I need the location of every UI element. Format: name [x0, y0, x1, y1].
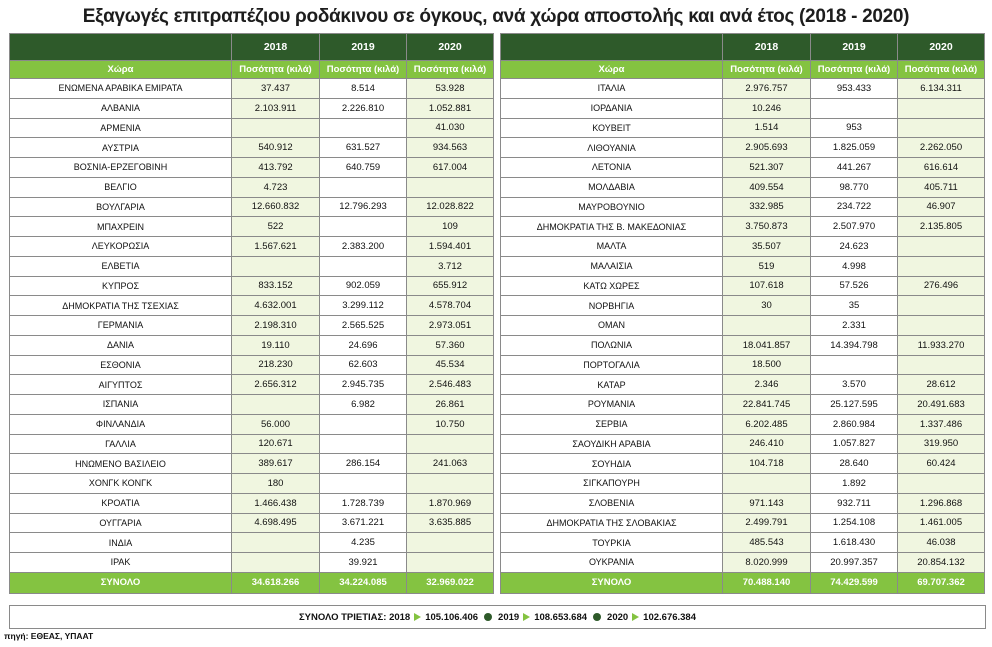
table-row: [501, 296, 985, 316]
country-cell: ΣΙΓΚΑΠΟΥΡΗ: [501, 474, 723, 494]
value-2018: 107.618: [723, 276, 811, 296]
summary-year-2020: 2020: [607, 611, 629, 623]
table-row: [501, 395, 985, 415]
country-cell: ΑΥΣΤΡΙΑ: [10, 138, 232, 158]
table-row: [10, 256, 494, 276]
value-2020: 12.028.822: [407, 197, 494, 217]
table-row: [501, 533, 985, 553]
table-row: [501, 493, 985, 513]
country-cell: ΙΤΑΛΙΑ: [501, 79, 723, 99]
value-2018: 8.020.999: [723, 553, 811, 573]
value-2020: 934.563: [407, 138, 494, 158]
year-2018: 2018: [723, 34, 811, 61]
table-row: [10, 434, 494, 454]
header-blank: [10, 34, 232, 61]
value-2019: 441.267: [811, 158, 898, 178]
table-row: [501, 98, 985, 118]
value-2018: 35.507: [723, 237, 811, 257]
value-2018: 4.723: [232, 177, 320, 197]
value-2020: [407, 177, 494, 197]
value-2019: 234.722: [811, 197, 898, 217]
total-2020: 69.707.362: [898, 572, 985, 593]
country-cell: ΒΟΥΛΓΑΡΙΑ: [10, 197, 232, 217]
country-cell: ΓΕΡΜΑΝΙΑ: [10, 316, 232, 336]
value-2019: 902.059: [320, 276, 407, 296]
value-2018: 3.750.873: [723, 217, 811, 237]
value-2018: [232, 553, 320, 573]
value-2019: [811, 98, 898, 118]
table-row: [10, 414, 494, 434]
value-2020: 6.134.311: [898, 79, 985, 99]
value-2018: 4.698.495: [232, 513, 320, 533]
value-2020: [407, 553, 494, 573]
value-2019: 1.728.739: [320, 493, 407, 513]
qty-header: Ποσότητα (κιλά): [320, 61, 407, 79]
right-table: [500, 33, 985, 594]
value-2019: 1.892: [811, 474, 898, 494]
value-2020: 1.337.486: [898, 414, 985, 434]
total-2019: 34.224.085: [320, 572, 407, 593]
country-cell: ΔΑΝΙΑ: [10, 335, 232, 355]
table-row: [501, 79, 985, 99]
country-cell: ΜΑΛΑΙΣΙΑ: [501, 256, 723, 276]
left-table: [9, 33, 494, 594]
table-row: [10, 335, 494, 355]
value-2020: [898, 316, 985, 336]
year-header-row: [10, 34, 494, 61]
country-cell: ΙΣΠΑΝΙΑ: [10, 395, 232, 415]
table-row: [501, 237, 985, 257]
year-2019: 2019: [811, 34, 898, 61]
country-cell: ΟΜΑΝ: [501, 316, 723, 336]
year-header-row: [501, 34, 985, 61]
value-2019: 1.057.827: [811, 434, 898, 454]
total-row: [10, 572, 494, 593]
table-row: [501, 375, 985, 395]
country-cell: ΗΝΩΜΕΝΟ ΒΑΣΙΛΕΙΟ: [10, 454, 232, 474]
country-cell: ΟΥΚΡΑΝΙΑ: [501, 553, 723, 573]
value-2018: 19.110: [232, 335, 320, 355]
value-2018: 2.656.312: [232, 375, 320, 395]
table-row: [501, 474, 985, 494]
value-2019: 3.299.112: [320, 296, 407, 316]
value-2020: [407, 474, 494, 494]
value-2018: 522: [232, 217, 320, 237]
value-2020: [407, 533, 494, 553]
value-2018: 18.500: [723, 355, 811, 375]
table-row: [10, 296, 494, 316]
summary-year-2019: 2019: [498, 611, 520, 623]
table-row: [10, 98, 494, 118]
value-2019: 2.507.970: [811, 217, 898, 237]
table-row: [10, 553, 494, 573]
table-row: [10, 395, 494, 415]
country-cell: ΤΟΥΡΚΙΑ: [501, 533, 723, 553]
value-2020: 276.496: [898, 276, 985, 296]
value-2018: 2.905.693: [723, 138, 811, 158]
value-2020: 53.928: [407, 79, 494, 99]
country-cell: ΝΟΡΒΗΓΙΑ: [501, 296, 723, 316]
country-cell: ΑΙΓΥΠΤΟΣ: [10, 375, 232, 395]
country-cell: ΔΗΜΟΚΡΑΤΙΑ ΤΗΣ ΣΛΟΒΑΚΙΑΣ: [501, 513, 723, 533]
bullet-dot-icon: [593, 613, 601, 621]
value-2018: 37.437: [232, 79, 320, 99]
value-2020: 20.491.683: [898, 395, 985, 415]
summary-value-2018: 105.106.406: [425, 611, 479, 623]
value-2018: 833.152: [232, 276, 320, 296]
country-cell: ΟΥΓΓΑΡΙΑ: [10, 513, 232, 533]
value-2020: 2.262.050: [898, 138, 985, 158]
value-2020: 60.424: [898, 454, 985, 474]
value-2020: 241.063: [407, 454, 494, 474]
country-cell: ΧΟΝΓΚ ΚΟΝΓΚ: [10, 474, 232, 494]
header-blank: [501, 34, 723, 61]
value-2020: 2.973.051: [407, 316, 494, 336]
total-label: ΣΥΝΟΛΟ: [501, 572, 723, 593]
value-2018: 2.499.791: [723, 513, 811, 533]
table-row: [10, 316, 494, 336]
year-2019: 2019: [320, 34, 407, 61]
value-2019: 25.127.595: [811, 395, 898, 415]
value-2020: 41.030: [407, 118, 494, 138]
country-cell: ΜΑΛΤΑ: [501, 237, 723, 257]
value-2020: [898, 355, 985, 375]
value-2019: [320, 474, 407, 494]
table-row: [10, 79, 494, 99]
value-2018: 389.617: [232, 454, 320, 474]
table-row: [10, 474, 494, 494]
value-2018: [232, 256, 320, 276]
country-cell: ΚΥΠΡΟΣ: [10, 276, 232, 296]
value-2019: 3.570: [811, 375, 898, 395]
country-cell: ΣΛΟΒΕΝΙΑ: [501, 493, 723, 513]
value-2019: 2.565.525: [320, 316, 407, 336]
value-2018: 2.198.310: [232, 316, 320, 336]
qty-header: Ποσότητα (κιλά): [811, 61, 898, 79]
table-row: [501, 316, 985, 336]
value-2018: 10.246: [723, 98, 811, 118]
country-cell: ΦΙΝΛΑΝΔΙΑ: [10, 414, 232, 434]
value-2019: 1.254.108: [811, 513, 898, 533]
table-row: [10, 513, 494, 533]
country-cell: ΕΝΩΜΕΝΑ ΑΡΑΒΙΚΑ ΕΜΙΡΑΤΑ: [10, 79, 232, 99]
country-cell: ΜΑΥΡΟΒΟΥΝΙΟ: [501, 197, 723, 217]
value-2018: [232, 533, 320, 553]
country-cell: ΚΑΤΑΡ: [501, 375, 723, 395]
value-2020: 616.614: [898, 158, 985, 178]
arrow-right-icon: [414, 613, 421, 621]
summary-label: ΣΥΝΟΛΟ ΤΡΙΕΤΙΑΣ:: [298, 611, 387, 623]
value-2020: 28.612: [898, 375, 985, 395]
table-row: [10, 217, 494, 237]
year-2020: 2020: [898, 34, 985, 61]
value-2018: 2.346: [723, 375, 811, 395]
value-2020: 109: [407, 217, 494, 237]
value-2018: 540.912: [232, 138, 320, 158]
country-cell: ΑΡΜΕΝΙΑ: [10, 118, 232, 138]
table-row: [501, 276, 985, 296]
value-2019: 24.696: [320, 335, 407, 355]
value-2018: 218.230: [232, 355, 320, 375]
qty-header: Ποσότητα (κιλά): [232, 61, 320, 79]
value-2018: [723, 316, 811, 336]
year-2018: 2018: [232, 34, 320, 61]
qty-header: Ποσότητα (κιλά): [723, 61, 811, 79]
value-2019: 2.383.200: [320, 237, 407, 257]
table-row: [501, 553, 985, 573]
value-2018: 22.841.745: [723, 395, 811, 415]
value-2020: 1.594.401: [407, 237, 494, 257]
value-2020: 10.750: [407, 414, 494, 434]
country-cell: ΒΟΣΝΙΑ-ΕΡΖΕΓΟΒΙΝΗ: [10, 158, 232, 178]
value-2018: [232, 118, 320, 138]
value-2020: 1.870.969: [407, 493, 494, 513]
table-row: [501, 177, 985, 197]
value-2019: 39.921: [320, 553, 407, 573]
table-row: [501, 454, 985, 474]
value-2019: 2.945.735: [320, 375, 407, 395]
table-row: [10, 533, 494, 553]
value-2020: 4.578.704: [407, 296, 494, 316]
value-2020: 655.912: [407, 276, 494, 296]
value-2019: [320, 256, 407, 276]
value-2019: 631.527: [320, 138, 407, 158]
value-2019: 953.433: [811, 79, 898, 99]
country-cell: ΛΕΥΚΟΡΩΣΙΑ: [10, 237, 232, 257]
value-2019: [320, 414, 407, 434]
value-2019: 98.770: [811, 177, 898, 197]
value-2019: 20.997.357: [811, 553, 898, 573]
total-2020: 32.969.022: [407, 572, 494, 593]
country-cell: ΔΗΜΟΚΡΑΤΙΑ ΤΗΣ Β. ΜΑΚΕΔΟΝΙΑΣ: [501, 217, 723, 237]
value-2018: 971.143: [723, 493, 811, 513]
country-cell: ΙΟΡΔΑΝΙΑ: [501, 98, 723, 118]
value-2018: 1.567.621: [232, 237, 320, 257]
value-2019: [320, 217, 407, 237]
value-2020: 2.546.483: [407, 375, 494, 395]
country-cell: ΚΑΤΩ ΧΩΡΕΣ: [501, 276, 723, 296]
value-2020: [898, 98, 985, 118]
value-2020: [898, 474, 985, 494]
value-2019: 14.394.798: [811, 335, 898, 355]
table-row: [501, 138, 985, 158]
value-2020: 319.950: [898, 434, 985, 454]
value-2019: 3.671.221: [320, 513, 407, 533]
value-2019: [320, 118, 407, 138]
country-cell: ΚΟΥΒΕΙΤ: [501, 118, 723, 138]
value-2020: 3.635.885: [407, 513, 494, 533]
total-2018: 70.488.140: [723, 572, 811, 593]
page-title: Εξαγωγές επιτραπέζιου ροδάκινου σε όγκους, ανά χώρα αποστολής και ανά έτος (2018 - 2020): [82, 6, 910, 27]
country-cell: ΛΕΤΟΝΙΑ: [501, 158, 723, 178]
table-row: [10, 158, 494, 178]
qty-header: Ποσότητα (κιλά): [898, 61, 985, 79]
value-2019: 28.640: [811, 454, 898, 474]
country-cell: ΓΑΛΛΙΑ: [10, 434, 232, 454]
table-row: [501, 355, 985, 375]
country-cell: ΒΕΛΓΙΟ: [10, 177, 232, 197]
value-2020: 26.861: [407, 395, 494, 415]
value-2019: [811, 355, 898, 375]
value-2018: [723, 474, 811, 494]
country-cell: ΡΟΥΜΑΝΙΑ: [501, 395, 723, 415]
value-2020: 1.296.868: [898, 493, 985, 513]
country-cell: ΠΟΛΩΝΙΑ: [501, 335, 723, 355]
value-2018: 120.671: [232, 434, 320, 454]
value-2018: 1.466.438: [232, 493, 320, 513]
value-2020: 46.038: [898, 533, 985, 553]
table-row: [10, 138, 494, 158]
value-2020: [407, 434, 494, 454]
value-2019: 2.860.984: [811, 414, 898, 434]
summary-value-2019: 108.653.684: [534, 611, 588, 623]
year-2020: 2020: [407, 34, 494, 61]
value-2019: 1.825.059: [811, 138, 898, 158]
table-row: [10, 118, 494, 138]
table-row: [10, 493, 494, 513]
table-row: [501, 434, 985, 454]
value-2020: 46.907: [898, 197, 985, 217]
table-row: [501, 217, 985, 237]
value-2018: 6.202.485: [723, 414, 811, 434]
value-2018: 4.632.001: [232, 296, 320, 316]
value-2019: 1.618.430: [811, 533, 898, 553]
value-2018: 521.307: [723, 158, 811, 178]
value-2019: 2.226.810: [320, 98, 407, 118]
column-header-row: [501, 61, 985, 79]
value-2018: 56.000: [232, 414, 320, 434]
value-2018: 12.660.832: [232, 197, 320, 217]
qty-header: Ποσότητα (κιλά): [407, 61, 494, 79]
value-2020: 11.933.270: [898, 335, 985, 355]
value-2019: [320, 177, 407, 197]
table-row: [10, 237, 494, 257]
arrow-right-icon: [632, 613, 639, 621]
table-row: [501, 118, 985, 138]
country-cell: ΕΣΘΟΝΙΑ: [10, 355, 232, 375]
value-2020: 1.052.881: [407, 98, 494, 118]
value-2018: 485.543: [723, 533, 811, 553]
table-row: [10, 177, 494, 197]
country-cell: ΜΟΛΔΑΒΙΑ: [501, 177, 723, 197]
country-cell: ΙΡΑΚ: [10, 553, 232, 573]
value-2018: 2.976.757: [723, 79, 811, 99]
table-row: [501, 256, 985, 276]
value-2019: 8.514: [320, 79, 407, 99]
table-row: [501, 414, 985, 434]
table-row: [10, 375, 494, 395]
country-cell: ΣΟΥΗΔΙΑ: [501, 454, 723, 474]
value-2020: 45.534: [407, 355, 494, 375]
value-2018: 1.514: [723, 118, 811, 138]
source-note: πηγή: ΕΘΕΑΣ, ΥΠΑΑΤ: [4, 631, 94, 641]
value-2019: 932.711: [811, 493, 898, 513]
value-2020: 1.461.005: [898, 513, 985, 533]
value-2018: 180: [232, 474, 320, 494]
table-row: [501, 335, 985, 355]
total-2018: 34.618.266: [232, 572, 320, 593]
value-2019: 2.331: [811, 316, 898, 336]
bullet-dot-icon: [484, 613, 492, 621]
value-2020: 57.360: [407, 335, 494, 355]
value-2018: 18.041.857: [723, 335, 811, 355]
country-cell: ΜΠΑΧΡΕΙΝ: [10, 217, 232, 237]
value-2018: 30: [723, 296, 811, 316]
column-header-row: [10, 61, 494, 79]
country-cell: ΔΗΜΟΚΡΑΤΙΑ ΤΗΣ ΤΣΕΧΙΑΣ: [10, 296, 232, 316]
value-2020: [898, 118, 985, 138]
value-2020: [898, 237, 985, 257]
value-2019: [320, 434, 407, 454]
table-row: [501, 158, 985, 178]
value-2019: 24.623: [811, 237, 898, 257]
value-2018: 246.410: [723, 434, 811, 454]
value-2020: 617.004: [407, 158, 494, 178]
country-cell: ΠΟΡΤΟΓΑΛΙΑ: [501, 355, 723, 375]
country-cell: ΚΡΟΑΤΙΑ: [10, 493, 232, 513]
value-2020: [898, 296, 985, 316]
value-2018: 413.792: [232, 158, 320, 178]
value-2019: 286.154: [320, 454, 407, 474]
value-2018: 409.554: [723, 177, 811, 197]
value-2019: 4.998: [811, 256, 898, 276]
summary-value-2020: 102.676.384: [643, 611, 697, 623]
triennium-summary: [9, 605, 986, 629]
country-header: Χώρα: [10, 61, 232, 79]
value-2020: 405.711: [898, 177, 985, 197]
table-row: [10, 197, 494, 217]
value-2020: [898, 256, 985, 276]
country-header: Χώρα: [501, 61, 723, 79]
total-row: [501, 572, 985, 593]
country-cell: ΑΛΒΑΝΙΑ: [10, 98, 232, 118]
value-2020: 20.854.132: [898, 553, 985, 573]
total-label: ΣΥΝΟΛΟ: [10, 572, 232, 593]
country-cell: ΣΑΟΥΔΙΚΗ ΑΡΑΒΙΑ: [501, 434, 723, 454]
value-2019: 35: [811, 296, 898, 316]
value-2020: 3.712: [407, 256, 494, 276]
table-row: [501, 197, 985, 217]
value-2018: [232, 395, 320, 415]
value-2019: 6.982: [320, 395, 407, 415]
value-2019: 953: [811, 118, 898, 138]
arrow-right-icon: [523, 613, 530, 621]
country-cell: ΣΕΡΒΙΑ: [501, 414, 723, 434]
value-2018: 2.103.911: [232, 98, 320, 118]
table-row: [501, 513, 985, 533]
country-cell: ΙΝΔΙΑ: [10, 533, 232, 553]
value-2018: 332.985: [723, 197, 811, 217]
value-2019: 640.759: [320, 158, 407, 178]
value-2020: 2.135.805: [898, 217, 985, 237]
value-2019: 57.526: [811, 276, 898, 296]
table-row: [10, 454, 494, 474]
value-2019: 12.796.293: [320, 197, 407, 217]
value-2019: 4.235: [320, 533, 407, 553]
summary-year-2018: 2018: [389, 611, 411, 623]
value-2018: 519: [723, 256, 811, 276]
table-row: [10, 355, 494, 375]
value-2018: 104.718: [723, 454, 811, 474]
country-cell: ΛΙΘΟΥΑΝΙΑ: [501, 138, 723, 158]
country-cell: ΕΛΒΕΤΙΑ: [10, 256, 232, 276]
value-2019: 62.603: [320, 355, 407, 375]
table-row: [10, 276, 494, 296]
total-2019: 74.429.599: [811, 572, 898, 593]
